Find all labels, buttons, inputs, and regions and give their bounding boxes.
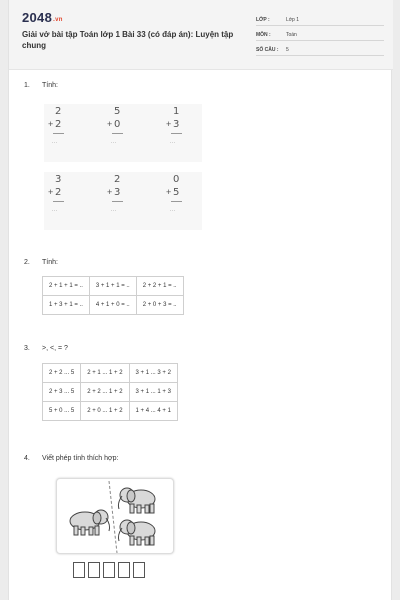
plus-sign: + <box>107 187 113 197</box>
exercise-row <box>44 104 202 162</box>
logo-text: 2048 <box>22 10 53 25</box>
plus-sign: + <box>48 119 54 129</box>
question-4-number: 4. <box>24 455 30 462</box>
meta-row-grade <box>256 12 384 26</box>
vertical-addition <box>48 174 68 226</box>
table-cell: 1 + 4 ... 4 + 1 <box>129 402 177 421</box>
question-2-number: 2. <box>24 259 30 266</box>
exercise-row <box>44 172 202 230</box>
question-4-text: Viết phép tính thích hợp: <box>42 455 119 462</box>
vertical-addition <box>166 106 186 158</box>
sum-line <box>112 201 123 202</box>
sum-line <box>53 133 64 134</box>
table-cell: 2 + 0 ... 1 + 2 <box>81 402 129 421</box>
table-cell: 3 + 1 ... 3 + 2 <box>129 364 177 383</box>
meta-value: Lớp 1 <box>286 17 300 23</box>
addend-bottom: 0 <box>114 119 121 130</box>
addend-top: 2 <box>55 106 62 117</box>
elephant-picture <box>56 478 174 554</box>
meta-value: Toán <box>286 32 297 38</box>
elephant-icon <box>57 479 175 555</box>
table-row <box>43 383 178 402</box>
table-cell: 2 + 2 + 1 = .. <box>136 277 183 296</box>
vertical-addition <box>166 174 186 226</box>
plus-sign: + <box>166 119 172 129</box>
addend-top: 1 <box>173 106 180 117</box>
sum-line <box>171 133 182 134</box>
addend-top: 0 <box>173 174 180 185</box>
answer-cell[interactable] <box>103 562 115 578</box>
table-cell: 2 + 2 ... 5 <box>43 364 81 383</box>
answer-cell[interactable] <box>73 562 85 578</box>
site-logo[interactable] <box>22 10 63 25</box>
worksheet <box>8 0 392 600</box>
plus-sign: + <box>166 187 172 197</box>
vertical-addition <box>107 174 127 226</box>
answer-blank: ... <box>52 139 58 145</box>
plus-sign: + <box>107 119 113 129</box>
table-cell: 4 + 1 + 0 = .. <box>89 296 136 315</box>
table-cell: 2 + 2 ... 1 + 2 <box>81 383 129 402</box>
answer-blank: ... <box>111 207 117 213</box>
meta-value: 5 <box>286 47 289 53</box>
answer-cell[interactable] <box>133 562 145 578</box>
table-row <box>43 402 178 421</box>
table-cell: 2 + 3 ... 5 <box>43 383 81 402</box>
question-3-table <box>42 363 178 421</box>
addend-bottom: 5 <box>173 187 180 198</box>
addend-top: 3 <box>55 174 62 185</box>
answer-blank: ... <box>170 207 176 213</box>
answer-blank: ... <box>52 207 58 213</box>
addend-bottom: 3 <box>114 187 121 198</box>
answer-cell[interactable] <box>88 562 100 578</box>
meta-key: SỐ CÂU : <box>256 47 279 53</box>
meta-info <box>256 12 384 57</box>
sum-line <box>171 201 182 202</box>
question-3-number: 3. <box>24 345 30 352</box>
addend-top: 5 <box>114 106 121 117</box>
question-1-number: 1. <box>24 82 30 89</box>
answer-blank: ... <box>111 139 117 145</box>
meta-row-count <box>256 42 384 56</box>
vertical-addition <box>107 106 127 158</box>
plus-sign: + <box>48 187 54 197</box>
meta-row-subject <box>256 27 384 41</box>
table-cell: 2 + 1 + 1 = .. <box>43 277 90 296</box>
question-2-text: Tính: <box>42 259 58 266</box>
addend-bottom: 2 <box>55 119 62 130</box>
table-row <box>43 364 178 383</box>
question-3-text: >, <, = ? <box>42 345 68 352</box>
vertical-addition <box>48 106 68 158</box>
table-row <box>43 277 184 296</box>
table-cell: 3 + 1 + 1 = .. <box>89 277 136 296</box>
page-header <box>9 0 393 70</box>
addend-bottom: 3 <box>173 119 180 130</box>
addend-top: 2 <box>114 174 121 185</box>
question-2-table <box>42 276 184 315</box>
table-cell: 3 + 1 ... 1 + 3 <box>129 383 177 402</box>
addend-bottom: 2 <box>55 187 62 198</box>
answer-blank: ... <box>170 139 176 145</box>
answer-cell[interactable] <box>118 562 130 578</box>
table-row <box>43 296 184 315</box>
sum-line <box>53 201 64 202</box>
meta-key: MÔN : <box>256 32 271 38</box>
table-cell: 2 + 0 + 3 = .. <box>136 296 183 315</box>
question-1-text: Tính: <box>42 82 58 89</box>
table-cell: 2 + 1 ... 1 + 2 <box>81 364 129 383</box>
logo-suffix: .vn <box>53 17 63 23</box>
table-cell: 5 + 0 ... 5 <box>43 402 81 421</box>
sum-line <box>112 133 123 134</box>
table-cell: 1 + 3 + 1 = .. <box>43 296 90 315</box>
meta-key: LỚP : <box>256 17 270 23</box>
page-title: Giải vở bài tập Toán lớp 1 Bài 33 (có đáp án): Luyện tập chung <box>22 30 234 50</box>
